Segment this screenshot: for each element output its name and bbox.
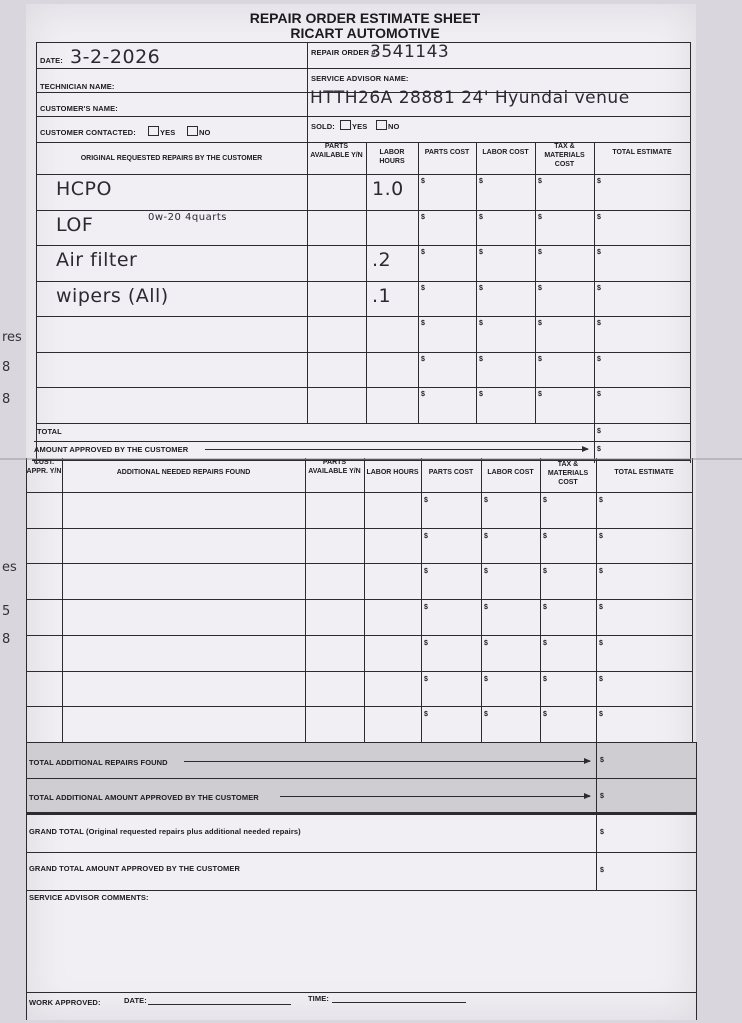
- orig-col-header: TOTAL ESTIMATE: [612, 149, 672, 156]
- addl-col-header: PARTS COST: [428, 469, 474, 476]
- table-row: [26, 528, 692, 529]
- margin-note: 8: [2, 632, 11, 647]
- dollar-sign: $: [424, 675, 428, 683]
- dollar-sign: $: [538, 391, 542, 398]
- grand-approved-label: GRAND TOTAL AMOUNT APPROVED BY THE CUSTOMER: [29, 864, 240, 873]
- amount-approved-label: AMOUNT APPROVED BY THE CUSTOMER: [34, 444, 189, 454]
- table-row: [26, 599, 692, 600]
- dollar-sign: $: [599, 675, 603, 683]
- orig-col-header: ORIGINAL REQUESTED REPAIRS BY THE CUSTOMER: [80, 155, 263, 162]
- table-row: [26, 563, 692, 564]
- dollar-sign: $: [421, 320, 425, 327]
- dollar-sign: $: [597, 391, 601, 398]
- dollar-sign: $: [479, 213, 483, 221]
- dollar-sign: $: [479, 391, 483, 398]
- work-approved-label: WORK APPROVED:: [29, 998, 101, 1007]
- form-title: REPAIR ORDER ESTIMATE SHEET: [249, 10, 481, 26]
- dollar-sign: $: [543, 532, 547, 540]
- vehicle-note[interactable]: HTTH26A 28881 24' Hyundai venue: [310, 88, 630, 108]
- dollar-sign: $: [597, 445, 601, 453]
- orig-col-header: TAX & MATERIALS COST: [544, 143, 585, 168]
- sold-yes-checkbox[interactable]: [340, 120, 351, 130]
- time-label: TIME:: [308, 994, 329, 1003]
- orig-repair-entry[interactable]: Air filter: [56, 249, 138, 271]
- dollar-sign: $: [424, 711, 428, 719]
- company-name: RICART AUTOMOTIVE: [290, 25, 440, 41]
- dollar-sign: $: [424, 639, 428, 647]
- dollar-sign: $: [538, 213, 542, 221]
- dollar-sign: $: [599, 639, 603, 647]
- dollar-sign: $: [543, 639, 547, 647]
- dollar-sign: $: [597, 355, 601, 363]
- orig-col-header: PARTS COST: [424, 149, 470, 156]
- paper-fold: [0, 458, 742, 460]
- orig-col-header: LABOR COST: [482, 149, 529, 156]
- orig-col-header: LABOR HOURS: [379, 149, 405, 165]
- dollar-sign: $: [597, 284, 601, 292]
- sold-no-label: NO: [388, 122, 400, 131]
- dollar-sign: $: [421, 213, 425, 221]
- dollar-sign: $: [479, 178, 483, 185]
- dollar-sign: $: [484, 639, 488, 647]
- orig-repair-entry[interactable]: wipers (All): [56, 284, 169, 307]
- margin-note: res: [2, 330, 22, 345]
- dollar-sign: $: [599, 711, 603, 719]
- sold-label: SOLD:: [311, 122, 335, 131]
- dollar-sign: $: [597, 213, 601, 221]
- date-value[interactable]: 3-2-2026: [70, 46, 161, 68]
- dollar-sign: $: [538, 284, 542, 292]
- customer-contacted-label: CUSTOMER CONTACTED:: [40, 128, 136, 137]
- sold-yes-label: YES: [352, 122, 368, 131]
- grand-total-label: GRAND TOTAL (Original requested repairs plus additional needed repairs): [29, 827, 301, 836]
- customer-name-label: CUSTOMER'S NAME:: [40, 104, 118, 113]
- dollar-sign: $: [484, 568, 488, 576]
- addl-col-header: LABOR COST: [487, 469, 534, 476]
- orig-repair-entry[interactable]: LOF: [56, 213, 94, 236]
- margin-note: 8: [2, 360, 11, 375]
- orig-repair-note: 0w-20 4quarts: [148, 211, 227, 223]
- contacted-no-label: NO: [199, 128, 211, 137]
- dollar-sign: $: [421, 355, 425, 363]
- margin-note: 5: [2, 604, 11, 619]
- dollar-sign: $: [484, 532, 488, 540]
- table-row: [26, 706, 692, 707]
- dollar-sign: $: [479, 249, 483, 256]
- dollar-sign: $: [538, 178, 542, 185]
- dollar-sign: $: [484, 604, 488, 612]
- table-row: [26, 635, 692, 636]
- dollar-sign: $: [424, 568, 428, 576]
- dollar-sign: $: [538, 249, 542, 256]
- dollar-sign: $: [543, 497, 547, 504]
- dollar-sign: $: [479, 320, 483, 327]
- addl-col-header: TAX & MATERIALS COST: [547, 461, 589, 486]
- contacted-yes-label: YES: [160, 128, 176, 137]
- dollar-sign: $: [597, 320, 601, 327]
- dollar-sign: $: [597, 427, 601, 435]
- dollar-sign: $: [424, 497, 428, 504]
- dollar-sign: $: [597, 178, 601, 185]
- dollar-sign: $: [543, 604, 547, 612]
- addl-col-header: LABOR HOURS: [366, 469, 419, 476]
- orig-repair-entry[interactable]: HCPO: [56, 178, 112, 200]
- dollar-sign: $: [424, 532, 428, 540]
- table-row: [26, 671, 692, 672]
- footer-date-label: DATE:: [124, 996, 147, 1005]
- dollar-sign: $: [599, 568, 603, 576]
- dollar-sign: $: [484, 675, 488, 683]
- comments-label: SERVICE ADVISOR COMMENTS:: [29, 893, 149, 902]
- additional-found-label: TOTAL ADDITIONAL REPAIRS FOUND: [29, 758, 168, 767]
- sold-no-checkbox[interactable]: [376, 120, 387, 130]
- addl-col-header: ADDITIONAL NEEDED REPAIRS FOUND: [116, 469, 251, 476]
- dollar-sign: $: [484, 497, 488, 504]
- orig-labor-hours[interactable]: 1.0: [372, 178, 404, 200]
- dollar-sign: $: [421, 391, 425, 398]
- technician-label: TECHNICIAN NAME:: [40, 82, 115, 91]
- contacted-no-checkbox[interactable]: [187, 126, 198, 136]
- orig-col-header: PARTS AVAILABLE Y/N: [310, 143, 363, 159]
- contacted-yes-checkbox[interactable]: [148, 126, 159, 136]
- margin-note: 8: [2, 392, 11, 407]
- dollar-sign: $: [479, 284, 483, 292]
- repair-order-value[interactable]: 3541143: [370, 42, 450, 62]
- dollar-sign: $: [599, 604, 603, 612]
- service-advisor-label: SERVICE ADVISOR NAME:: [311, 74, 409, 83]
- dollar-sign: $: [421, 178, 425, 185]
- total-label: TOTAL: [37, 426, 62, 436]
- dollar-sign: $: [543, 711, 547, 719]
- orig-labor-hours[interactable]: .2: [372, 249, 392, 271]
- orig-labor-hours[interactable]: .1: [372, 284, 392, 307]
- dollar-sign: $: [543, 568, 547, 576]
- dollar-sign: $: [479, 355, 483, 363]
- repair-order-label: REPAIR ORDER #:: [311, 48, 379, 57]
- dollar-sign: $: [543, 675, 547, 683]
- margin-note: es: [2, 560, 17, 575]
- dollar-sign: $: [421, 284, 425, 292]
- dollar-sign: $: [538, 320, 542, 327]
- addl-col-header: TOTAL ESTIMATE: [614, 469, 674, 476]
- dollar-sign: $: [597, 249, 601, 256]
- addl-col-header: CUST. APPR. Y/N: [26, 459, 62, 475]
- addl-col-header: PARTS AVAILABLE Y/N: [308, 459, 361, 475]
- date-label: DATE:: [40, 56, 63, 65]
- dollar-sign: $: [538, 355, 542, 363]
- dollar-sign: $: [484, 711, 488, 719]
- dollar-sign: $: [599, 497, 603, 504]
- additional-approved-label: TOTAL ADDITIONAL AMOUNT APPROVED BY THE CUSTOMER: [29, 793, 259, 802]
- dollar-sign: $: [421, 249, 425, 256]
- dollar-sign: $: [599, 532, 603, 540]
- dollar-sign: $: [424, 604, 428, 612]
